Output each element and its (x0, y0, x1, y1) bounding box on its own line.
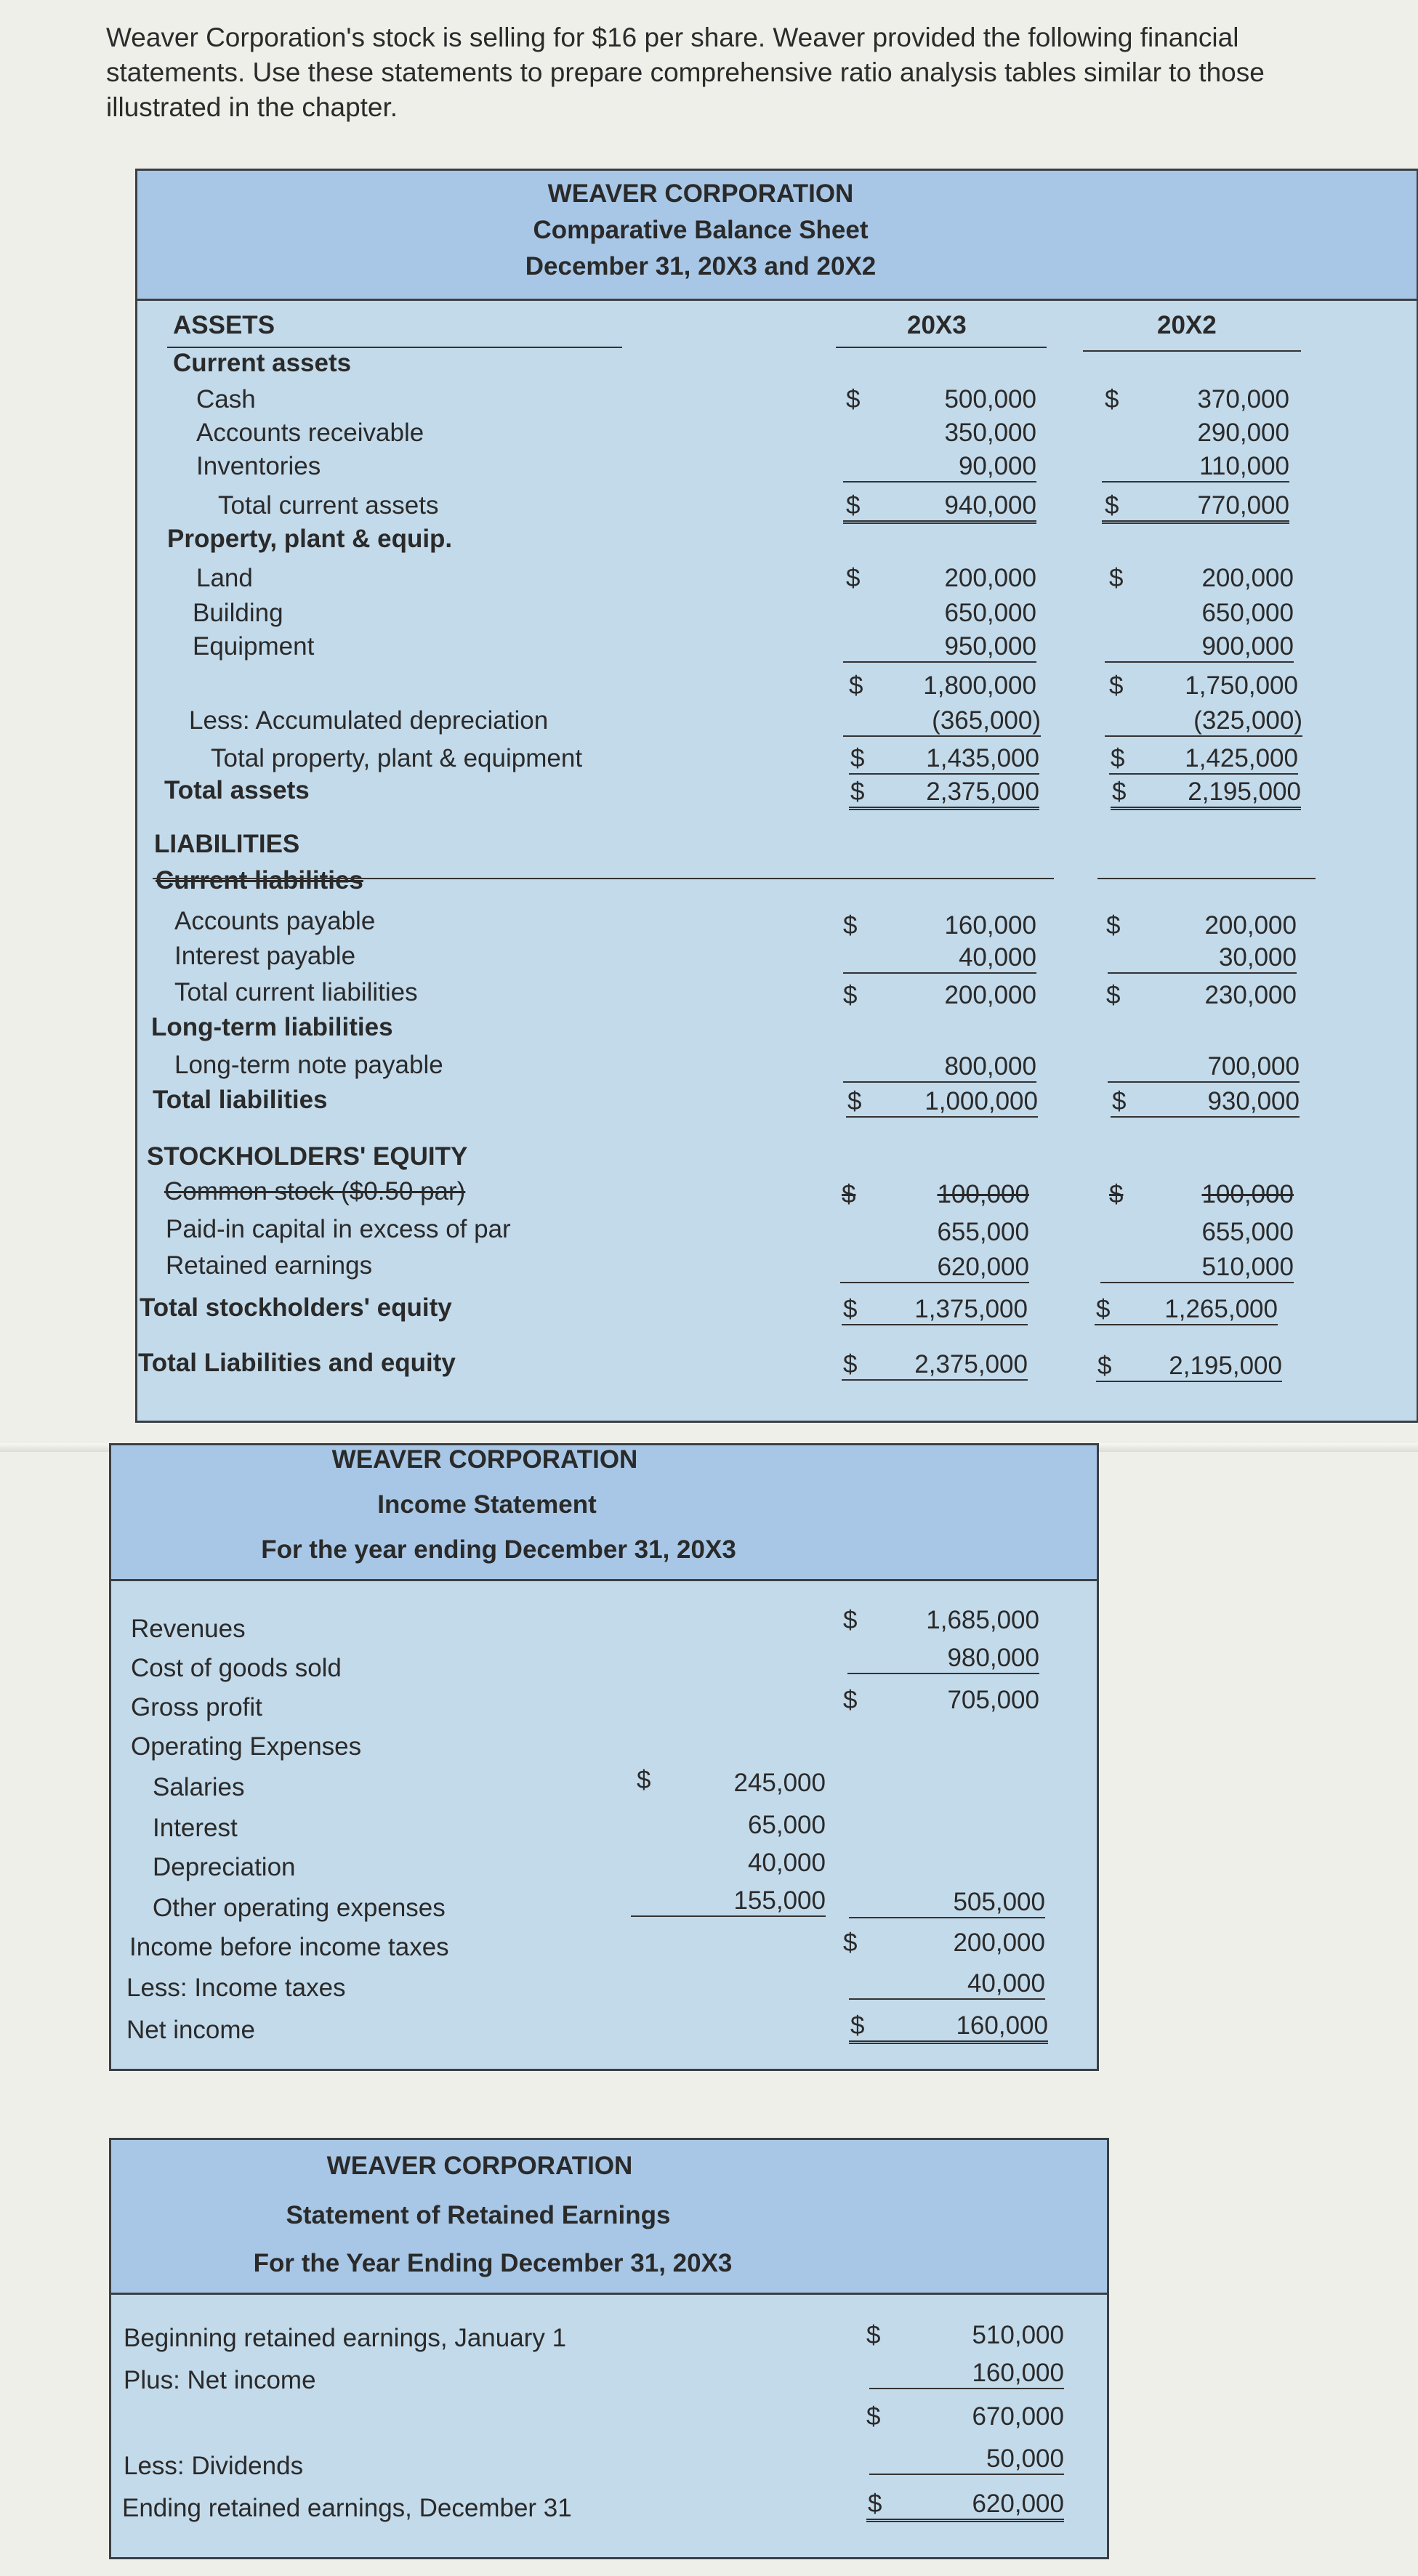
ppe-subtotal-20x2: 1,750,000 (1185, 671, 1298, 700)
plus-ni-value: 160,000 (869, 2359, 1064, 2389)
current-liabilities-heading: Current liabilities (156, 866, 363, 895)
begin-re-dollar: $ (866, 2321, 881, 2349)
opex-heading: Operating Expenses (131, 1732, 362, 1761)
plus-ni-label: Plus: Net income (124, 2366, 316, 2394)
building-label: Building (193, 599, 283, 627)
ending-re-label: Ending retained earnings, December 31 (122, 2494, 572, 2522)
dividends-label: Less: Dividends (124, 2452, 304, 2480)
current-assets-heading: Current assets (173, 349, 352, 377)
revenues-value: 1,685,000 (926, 1606, 1039, 1634)
total-ppe-label: Total property, plant & equipment (211, 744, 583, 772)
land-dollar-20x3: $ (846, 564, 861, 592)
total-assets-20x3: 2,375,000 (849, 778, 1039, 810)
dividends-value: 50,000 (869, 2444, 1064, 2475)
cash-label: Cash (196, 385, 256, 413)
tse-label: Total stockholders' equity (140, 1293, 452, 1322)
building-20x3: 650,000 (944, 599, 1036, 627)
accum-depr-20x2: (325,000) (1105, 706, 1302, 737)
land-dollar-20x2: $ (1109, 564, 1124, 592)
begin-re-label: Beginning retained earnings, January 1 (124, 2324, 567, 2352)
bs-date: December 31, 20X3 and 20X2 (525, 252, 877, 280)
land-20x2: 200,000 (1201, 564, 1294, 592)
cash-20x3: 500,000 (944, 385, 1036, 413)
ta-dollar-20x3: $ (850, 778, 865, 806)
total-liabilities-label: Total liabilities (153, 1086, 328, 1114)
is-date: For the year ending December 31, 20X3 (261, 1535, 736, 1564)
interest-label: Interest (153, 1814, 238, 1842)
ip-label: Interest payable (174, 942, 356, 970)
tse-dollar-20x3: $ (843, 1295, 858, 1323)
interest-value: 65,000 (747, 1811, 826, 1839)
ltnp-label: Long-term note payable (174, 1051, 443, 1079)
pic-20x2: 655,000 (1201, 1218, 1294, 1246)
tppe-dollar-20x3: $ (850, 744, 865, 772)
re-header (111, 2140, 1107, 2295)
col-rule-20x2 (1083, 350, 1301, 352)
col-header-20x3: 20X3 (907, 311, 967, 339)
total-assets-label: Total assets (164, 776, 310, 804)
tca-dollar-20x2: $ (1105, 491, 1119, 520)
re-20x3: 620,000 (840, 1253, 1029, 1283)
inventories-20x2: 110,000 (1102, 452, 1289, 483)
re-company-title: WEAVER CORPORATION (326, 2152, 633, 2180)
depreciation-value: 40,000 (747, 1849, 826, 1877)
ap-20x2: 200,000 (1204, 911, 1297, 940)
inventories-20x3: 90,000 (843, 452, 1036, 483)
other-opex-label: Other operating expenses (153, 1894, 446, 1922)
col-header-20x2: 20X2 (1157, 311, 1217, 339)
gp-dollar: $ (843, 1686, 858, 1714)
re-statement-title: Statement of Retained Earnings (286, 2201, 671, 2229)
building-20x2: 650,000 (1201, 599, 1294, 627)
ppe-subtotal-20x3: 1,800,000 (923, 671, 1036, 700)
tle-dollar-20x2: $ (1097, 1352, 1112, 1380)
ar-label: Accounts receivable (196, 419, 424, 447)
ibt-dollar: $ (843, 1929, 858, 1957)
tcl-label: Total current liabilities (174, 978, 418, 1006)
ibt-value: 200,000 (953, 1929, 1045, 1957)
is-company-title: WEAVER CORPORATION (331, 1445, 638, 1474)
gross-profit-value: 705,000 (947, 1686, 1039, 1714)
ap-20x3: 160,000 (944, 911, 1036, 940)
begin-re-value: 510,000 (972, 2321, 1064, 2349)
liab-rule-20x2 (1097, 878, 1316, 879)
inventories-label: Inventories (196, 452, 321, 480)
total-assets-20x2: 2,195,000 (1111, 778, 1301, 810)
cs-dollar-20x3: $ (842, 1180, 856, 1208)
ibt-label: Income before income taxes (129, 1933, 449, 1961)
bs-statement-title: Comparative Balance Sheet (533, 216, 869, 244)
equipment-20x3: 950,000 (843, 632, 1036, 663)
problem-intro: Weaver Corporation's stock is selling for $16 per share. Weaver provided the following financial statements. Use these statements to prepare comprehensive ratio analysis tables similar to those illustrated in the chapter. (106, 23, 1265, 122)
total-opex-value: 505,000 (849, 1888, 1045, 1918)
net-income-value: 160,000 (849, 2011, 1048, 2044)
tl-dollar-20x3: $ (847, 1087, 862, 1115)
tle-dollar-20x3: $ (843, 1350, 858, 1378)
pic-20x3: 655,000 (937, 1218, 1029, 1246)
ap-label: Accounts payable (174, 907, 376, 935)
tcl-20x2: 230,000 (1204, 981, 1297, 1009)
ppe-heading: Property, plant & equip. (167, 525, 453, 553)
equipment-label: Equipment (193, 632, 315, 661)
tle-label: Total Liabilities and equity (138, 1349, 456, 1377)
col-rule-20x3 (836, 347, 1047, 348)
ap-dollar-20x2: $ (1106, 911, 1121, 940)
re-date: For the Year Ending December 31, 20X3 (253, 2249, 733, 2277)
tse-dollar-20x2: $ (1096, 1295, 1111, 1323)
tle-20x2: 2,195,000 (1096, 1352, 1282, 1382)
balance-sheet-header (137, 171, 1417, 301)
tse-20x2: 1,265,000 (1095, 1295, 1278, 1325)
land-label: Land (196, 564, 253, 592)
common-stock-20x2: 100,000 (1201, 1180, 1294, 1208)
ap-dollar-20x3: $ (843, 911, 858, 940)
re-20x2: 510,000 (1100, 1253, 1294, 1283)
ip-20x3: 40,000 (843, 943, 1036, 974)
cash-20x2: 370,000 (1197, 385, 1289, 413)
ar-20x3: 350,000 (944, 419, 1036, 447)
se-heading: STOCKHOLDERS' EQUITY (147, 1142, 468, 1171)
gross-profit-label: Gross profit (131, 1693, 262, 1721)
assets-heading: ASSETS (173, 311, 275, 339)
total-current-assets-20x2: 770,000 (1102, 491, 1289, 524)
tppe-dollar-20x2: $ (1111, 744, 1125, 772)
tl-dollar-20x2: $ (1112, 1087, 1127, 1115)
tcl-20x3: 200,000 (944, 981, 1036, 1009)
net-income-label: Net income (126, 2016, 256, 2044)
common-stock-20x3: 100,000 (937, 1180, 1029, 1208)
tse-20x3: 1,375,000 (842, 1295, 1028, 1325)
ltl-heading: Long-term liabilities (151, 1013, 393, 1041)
is-statement-title: Income Statement (377, 1490, 597, 1519)
re-label: Retained earnings (166, 1251, 373, 1280)
cogs-label: Cost of goods sold (131, 1654, 342, 1682)
total-ppe-20x3: 1,435,000 (849, 744, 1039, 775)
depreciation-label: Depreciation (153, 1853, 296, 1881)
ni-dollar: $ (850, 2011, 865, 2040)
total-current-assets-20x3: 940,000 (843, 491, 1036, 524)
ta-dollar-20x2: $ (1112, 778, 1127, 806)
ar-20x2: 290,000 (1197, 419, 1289, 447)
tcl-dollar-20x3: $ (843, 981, 858, 1009)
tle-20x3: 2,375,000 (842, 1350, 1028, 1381)
cash-dollar-20x3: $ (846, 385, 861, 413)
pic-label: Paid-in capital in excess of par (166, 1215, 511, 1243)
salaries-label: Salaries (153, 1773, 245, 1801)
bs-company-title: WEAVER CORPORATION (547, 179, 854, 208)
equipment-20x2: 900,000 (1105, 632, 1294, 663)
tca-dollar-20x3: $ (846, 491, 861, 520)
liabilities-heading: LIABILITIES (154, 830, 300, 858)
total-liabilities-20x3: 1,000,000 (846, 1087, 1038, 1118)
ltnp-20x2: 700,000 (1108, 1052, 1300, 1083)
tax-label: Less: Income taxes (126, 1974, 346, 2002)
cs-dollar-20x2: $ (1109, 1180, 1124, 1208)
total-ppe-20x2: 1,425,000 (1109, 744, 1298, 775)
ip-20x2: 30,000 (1108, 943, 1297, 974)
liab-rule (153, 878, 1054, 879)
cash-dollar-20x2: $ (1105, 385, 1119, 413)
ending-re-value: 620,000 (866, 2490, 1064, 2522)
tcl-dollar-20x2: $ (1106, 981, 1121, 1009)
cogs-value: 980,000 (847, 1644, 1039, 1674)
ppe-sub-dollar-20x3: $ (849, 671, 863, 700)
revenues-label: Revenues (131, 1615, 246, 1643)
land-20x3: 200,000 (944, 564, 1036, 592)
ending-re-dollar: $ (868, 2490, 882, 2518)
salaries-dollar: $ (637, 1766, 651, 1794)
accum-depr-20x3: (365,000) (843, 706, 1041, 737)
salaries-value: 245,000 (733, 1769, 826, 1797)
ltnp-20x3: 800,000 (843, 1052, 1036, 1083)
tax-value: 40,000 (849, 1969, 1045, 2000)
assets-rule (167, 347, 622, 348)
other-opex-value: 155,000 (631, 1886, 826, 1917)
re-sub-dollar: $ (866, 2402, 881, 2431)
total-liabilities-20x2: 930,000 (1111, 1087, 1300, 1118)
accum-depr-label: Less: Accumulated depreciation (189, 706, 549, 735)
common-stock-label: Common stock ($0.50 par) (164, 1177, 466, 1206)
re-subtotal-value: 670,000 (972, 2402, 1064, 2431)
total-current-assets-label: Total current assets (218, 491, 439, 520)
income-statement-header (111, 1445, 1097, 1581)
ppe-sub-dollar-20x2: $ (1109, 671, 1124, 700)
revenues-dollar: $ (843, 1606, 858, 1634)
